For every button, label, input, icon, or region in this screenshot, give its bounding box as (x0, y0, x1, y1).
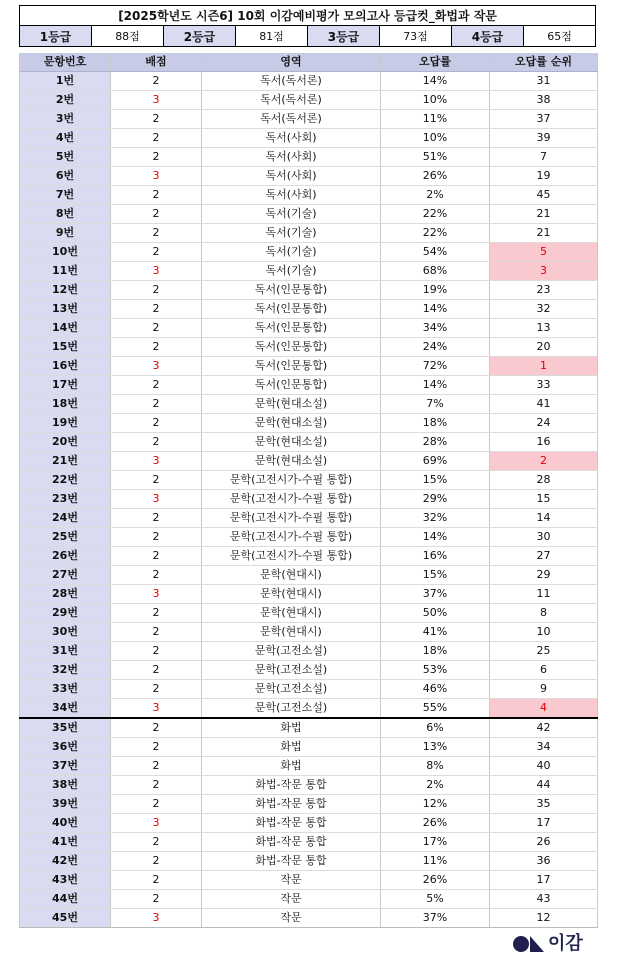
points-cell: 2 (111, 243, 202, 262)
question-number-cell: 35번 (20, 718, 111, 738)
wrong-rank-cell: 11 (490, 585, 598, 604)
wrong-rank-cell: 41 (490, 395, 598, 414)
question-number-cell: 43번 (20, 871, 111, 890)
table-row (20, 262, 598, 281)
table-row (20, 718, 598, 738)
area-cell: 독서(사회) (202, 148, 381, 167)
wrong-rate-cell: 14% (381, 376, 490, 395)
area-cell: 독서(인문통합) (202, 357, 381, 376)
wrong-rank-cell: 40 (490, 757, 598, 776)
area-cell: 화법 (202, 757, 381, 776)
points-cell: 2 (111, 623, 202, 642)
wrong-rate-cell: 51% (381, 148, 490, 167)
column-header-wrong-rate: 오답률 (381, 53, 490, 72)
question-number-cell: 1번 (20, 72, 111, 91)
table-row (20, 680, 598, 699)
wrong-rank-cell: 35 (490, 795, 598, 814)
area-cell: 독서(인문통합) (202, 376, 381, 395)
table-row (20, 300, 598, 319)
wrong-rank-cell: 32 (490, 300, 598, 319)
wrong-rate-cell: 50% (381, 604, 490, 623)
question-number-cell: 10번 (20, 243, 111, 262)
question-number-cell: 34번 (20, 699, 111, 719)
points-cell: 3 (111, 91, 202, 110)
area-cell: 독서(사회) (202, 186, 381, 205)
table-row (20, 604, 598, 623)
area-cell: 독서(기술) (202, 243, 381, 262)
question-number-cell: 30번 (20, 623, 111, 642)
table-row (20, 528, 598, 547)
grade-label-3: 3등급 (308, 26, 380, 47)
question-number-cell: 32번 (20, 661, 111, 680)
wrong-rank-cell: 36 (490, 852, 598, 871)
question-number-cell: 27번 (20, 566, 111, 585)
wrong-rate-cell: 22% (381, 205, 490, 224)
points-cell: 2 (111, 376, 202, 395)
column-header-question: 문항번호 (20, 53, 111, 72)
question-number-cell: 45번 (20, 909, 111, 928)
area-cell: 화법-작문 통합 (202, 795, 381, 814)
area-cell: 문학(현대시) (202, 585, 381, 604)
points-cell: 2 (111, 642, 202, 661)
wrong-rate-cell: 37% (381, 909, 490, 928)
wrong-rank-cell: 39 (490, 129, 598, 148)
table-row (20, 547, 598, 566)
points-cell: 2 (111, 795, 202, 814)
wrong-rank-cell: 12 (490, 909, 598, 928)
table-row (20, 72, 598, 91)
wrong-rank-cell: 21 (490, 205, 598, 224)
question-number-cell: 40번 (20, 814, 111, 833)
area-cell: 작문 (202, 871, 381, 890)
points-cell: 2 (111, 129, 202, 148)
wrong-rank-cell: 43 (490, 890, 598, 909)
table-row (20, 129, 598, 148)
grade-value-1: 88점 (92, 26, 164, 47)
table-row (20, 205, 598, 224)
wrong-rank-cell: 38 (490, 91, 598, 110)
wrong-rate-cell: 10% (381, 129, 490, 148)
table-row (20, 699, 598, 719)
table-row (20, 414, 598, 433)
wrong-rank-cell: 23 (490, 281, 598, 300)
question-number-cell: 38번 (20, 776, 111, 795)
table-row (20, 281, 598, 300)
area-cell: 독서(독서론) (202, 110, 381, 129)
wrong-rate-cell: 28% (381, 433, 490, 452)
wrong-rate-cell: 22% (381, 224, 490, 243)
wrong-rate-cell: 14% (381, 72, 490, 91)
question-number-cell: 42번 (20, 852, 111, 871)
logo-circle-icon (513, 936, 529, 952)
wrong-rate-cell: 11% (381, 852, 490, 871)
wrong-rank-cell: 29 (490, 566, 598, 585)
points-cell: 2 (111, 281, 202, 300)
table-row (20, 909, 598, 928)
grade-cut-row (20, 26, 596, 47)
area-cell: 독서(기술) (202, 205, 381, 224)
wrong-rate-cell: 53% (381, 661, 490, 680)
logo-text: 이감 (548, 933, 583, 954)
area-cell: 독서(사회) (202, 167, 381, 186)
area-cell: 독서(독서론) (202, 91, 381, 110)
area-cell: 작문 (202, 909, 381, 928)
question-number-cell: 33번 (20, 680, 111, 699)
points-cell: 2 (111, 433, 202, 452)
column-header-area: 영역 (202, 53, 381, 72)
question-number-cell: 22번 (20, 471, 111, 490)
area-cell: 문학(현대소설) (202, 433, 381, 452)
question-number-cell: 4번 (20, 129, 111, 148)
wrong-rank-cell: 15 (490, 490, 598, 509)
area-cell: 화법 (202, 718, 381, 738)
question-number-cell: 19번 (20, 414, 111, 433)
grade-cut-header (19, 5, 596, 47)
table-row (20, 509, 598, 528)
wrong-rank-cell: 21 (490, 224, 598, 243)
points-cell: 2 (111, 738, 202, 757)
area-cell: 문학(현대소설) (202, 452, 381, 471)
wrong-rank-cell: 5 (490, 243, 598, 262)
table-row (20, 776, 598, 795)
area-cell: 문학(고전시가-수필 통합) (202, 528, 381, 547)
wrong-rank-cell: 25 (490, 642, 598, 661)
wrong-rank-cell: 4 (490, 699, 598, 719)
wrong-rank-cell: 14 (490, 509, 598, 528)
wrong-rate-cell: 5% (381, 890, 490, 909)
column-header-points: 배점 (111, 53, 202, 72)
wrong-rank-cell: 28 (490, 471, 598, 490)
points-cell: 3 (111, 814, 202, 833)
question-number-cell: 24번 (20, 509, 111, 528)
wrong-rate-cell: 26% (381, 871, 490, 890)
points-cell: 2 (111, 414, 202, 433)
points-cell: 3 (111, 167, 202, 186)
wrong-rank-cell: 44 (490, 776, 598, 795)
grade-label-4: 4등급 (452, 26, 524, 47)
wrong-rank-cell: 34 (490, 738, 598, 757)
wrong-rank-cell: 42 (490, 718, 598, 738)
wrong-rank-cell: 2 (490, 452, 598, 471)
wrong-rank-cell: 13 (490, 319, 598, 338)
points-cell: 2 (111, 871, 202, 890)
points-cell: 2 (111, 110, 202, 129)
wrong-rate-cell: 14% (381, 528, 490, 547)
wrong-rank-cell: 6 (490, 661, 598, 680)
wrong-rank-cell: 19 (490, 167, 598, 186)
wrong-rank-cell: 30 (490, 528, 598, 547)
table-row (20, 376, 598, 395)
points-cell: 2 (111, 509, 202, 528)
wrong-rate-cell: 32% (381, 509, 490, 528)
wrong-rate-cell: 14% (381, 300, 490, 319)
points-cell: 2 (111, 186, 202, 205)
wrong-rate-cell: 10% (381, 91, 490, 110)
table-row (20, 395, 598, 414)
table-row (20, 319, 598, 338)
table-row (20, 871, 598, 890)
column-header-wrong-rank: 오답률 순위 (490, 53, 598, 72)
wrong-rate-cell: 15% (381, 471, 490, 490)
wrong-rank-cell: 27 (490, 547, 598, 566)
wrong-rank-cell: 17 (490, 871, 598, 890)
points-cell: 2 (111, 680, 202, 699)
wrong-rank-cell: 16 (490, 433, 598, 452)
area-cell: 독서(사회) (202, 129, 381, 148)
wrong-rate-cell: 6% (381, 718, 490, 738)
question-number-cell: 11번 (20, 262, 111, 281)
points-cell: 3 (111, 585, 202, 604)
points-cell: 3 (111, 452, 202, 471)
area-cell: 문학(고전시가-수필 통합) (202, 471, 381, 490)
brand-logo (513, 932, 593, 956)
area-cell: 독서(인문통합) (202, 281, 381, 300)
points-cell: 3 (111, 490, 202, 509)
wrong-rank-cell: 26 (490, 833, 598, 852)
area-cell: 문학(고전시가-수필 통합) (202, 509, 381, 528)
page-title: [2025학년도 시즌6] 10회 이감예비평가 모의고사 등급컷_화법과 작문 (20, 6, 596, 26)
wrong-rank-cell: 17 (490, 814, 598, 833)
table-row (20, 757, 598, 776)
question-number-cell: 8번 (20, 205, 111, 224)
question-number-cell: 7번 (20, 186, 111, 205)
question-number-cell: 16번 (20, 357, 111, 376)
wrong-rate-cell: 18% (381, 642, 490, 661)
points-cell: 2 (111, 148, 202, 167)
wrong-rank-cell: 33 (490, 376, 598, 395)
wrong-rate-cell: 24% (381, 338, 490, 357)
wrong-rate-cell: 26% (381, 167, 490, 186)
wrong-rate-cell: 15% (381, 566, 490, 585)
area-cell: 화법-작문 통합 (202, 852, 381, 871)
table-row (20, 148, 598, 167)
area-cell: 독서(독서론) (202, 72, 381, 91)
wrong-rate-cell: 17% (381, 833, 490, 852)
question-number-cell: 41번 (20, 833, 111, 852)
question-number-cell: 44번 (20, 890, 111, 909)
area-cell: 화법-작문 통합 (202, 833, 381, 852)
wrong-rank-cell: 8 (490, 604, 598, 623)
table-header-row (20, 53, 598, 72)
area-cell: 문학(고전소설) (202, 680, 381, 699)
wrong-rank-cell: 45 (490, 186, 598, 205)
grade-value-2: 81점 (236, 26, 308, 47)
wrong-rate-cell: 13% (381, 738, 490, 757)
wrong-rate-cell: 2% (381, 186, 490, 205)
question-number-cell: 20번 (20, 433, 111, 452)
area-cell: 문학(고전소설) (202, 699, 381, 719)
question-number-cell: 2번 (20, 91, 111, 110)
question-number-cell: 36번 (20, 738, 111, 757)
grade-label-1: 1등급 (20, 26, 92, 47)
points-cell: 2 (111, 718, 202, 738)
table-row (20, 833, 598, 852)
wrong-rate-cell: 54% (381, 243, 490, 262)
table-row (20, 623, 598, 642)
points-cell: 2 (111, 205, 202, 224)
table-row (20, 490, 598, 509)
question-number-cell: 25번 (20, 528, 111, 547)
wrong-rate-cell: 8% (381, 757, 490, 776)
wrong-rank-cell: 9 (490, 680, 598, 699)
wrong-rate-cell: 18% (381, 414, 490, 433)
question-number-cell: 23번 (20, 490, 111, 509)
points-cell: 2 (111, 224, 202, 243)
area-cell: 문학(현대시) (202, 604, 381, 623)
table-row (20, 852, 598, 871)
table-row (20, 566, 598, 585)
table-row (20, 661, 598, 680)
table-row (20, 642, 598, 661)
area-cell: 독서(기술) (202, 262, 381, 281)
logo-triangle-icon (530, 936, 544, 952)
question-number-cell: 13번 (20, 300, 111, 319)
wrong-rate-cell: 16% (381, 547, 490, 566)
question-number-cell: 18번 (20, 395, 111, 414)
table-row (20, 338, 598, 357)
table-row (20, 452, 598, 471)
points-cell: 2 (111, 319, 202, 338)
area-cell: 문학(고전소설) (202, 661, 381, 680)
points-cell: 2 (111, 471, 202, 490)
table-row (20, 91, 598, 110)
wrong-rate-cell: 41% (381, 623, 490, 642)
wrong-rate-cell: 55% (381, 699, 490, 719)
wrong-rate-cell: 72% (381, 357, 490, 376)
question-number-cell: 37번 (20, 757, 111, 776)
table-row (20, 890, 598, 909)
area-cell: 독서(기술) (202, 224, 381, 243)
points-cell: 2 (111, 528, 202, 547)
points-cell: 2 (111, 566, 202, 585)
area-cell: 문학(고전소설) (202, 642, 381, 661)
table-row (20, 814, 598, 833)
question-number-cell: 26번 (20, 547, 111, 566)
question-number-cell: 15번 (20, 338, 111, 357)
area-cell: 문학(현대시) (202, 566, 381, 585)
points-cell: 2 (111, 852, 202, 871)
wrong-rate-cell: 11% (381, 110, 490, 129)
area-cell: 작문 (202, 890, 381, 909)
question-number-cell: 12번 (20, 281, 111, 300)
question-number-cell: 9번 (20, 224, 111, 243)
wrong-rank-cell: 10 (490, 623, 598, 642)
area-cell: 독서(인문통합) (202, 300, 381, 319)
wrong-rank-cell: 3 (490, 262, 598, 281)
area-cell: 문학(현대시) (202, 623, 381, 642)
area-cell: 독서(인문통합) (202, 319, 381, 338)
area-cell: 화법-작문 통합 (202, 776, 381, 795)
area-cell: 문학(고전시가-수필 통합) (202, 547, 381, 566)
table-row (20, 186, 598, 205)
table-row (20, 110, 598, 129)
wrong-rate-cell: 12% (381, 795, 490, 814)
points-cell: 3 (111, 357, 202, 376)
wrong-rank-cell: 37 (490, 110, 598, 129)
wrong-rate-cell: 46% (381, 680, 490, 699)
table-row (20, 795, 598, 814)
wrong-rate-cell: 7% (381, 395, 490, 414)
points-cell: 2 (111, 395, 202, 414)
wrong-rate-cell: 29% (381, 490, 490, 509)
wrong-rate-cell: 34% (381, 319, 490, 338)
question-number-cell: 39번 (20, 795, 111, 814)
wrong-rank-cell: 31 (490, 72, 598, 91)
table-row (20, 738, 598, 757)
wrong-rate-cell: 69% (381, 452, 490, 471)
table-row (20, 243, 598, 262)
table-row (20, 224, 598, 243)
table-row (20, 433, 598, 452)
question-number-cell: 14번 (20, 319, 111, 338)
points-cell: 2 (111, 776, 202, 795)
wrong-rate-cell: 2% (381, 776, 490, 795)
question-number-cell: 5번 (20, 148, 111, 167)
grade-value-3: 73점 (380, 26, 452, 47)
area-cell: 화법-작문 통합 (202, 814, 381, 833)
wrong-rank-cell: 24 (490, 414, 598, 433)
area-cell: 문학(고전시가-수필 통합) (202, 490, 381, 509)
question-number-cell: 21번 (20, 452, 111, 471)
wrong-rank-cell: 20 (490, 338, 598, 357)
points-cell: 3 (111, 909, 202, 928)
points-cell: 2 (111, 300, 202, 319)
question-number-cell: 17번 (20, 376, 111, 395)
question-number-cell: 31번 (20, 642, 111, 661)
area-cell: 문학(현대소설) (202, 395, 381, 414)
table-row (20, 167, 598, 186)
points-cell: 2 (111, 890, 202, 909)
area-cell: 화법 (202, 738, 381, 757)
question-stats-table (19, 53, 598, 928)
table-row (20, 585, 598, 604)
table-row (20, 471, 598, 490)
points-cell: 2 (111, 757, 202, 776)
question-number-cell: 3번 (20, 110, 111, 129)
grade-value-4: 65점 (524, 26, 596, 47)
table-row (20, 357, 598, 376)
question-number-cell: 6번 (20, 167, 111, 186)
wrong-rate-cell: 19% (381, 281, 490, 300)
area-cell: 문학(현대소설) (202, 414, 381, 433)
wrong-rate-cell: 26% (381, 814, 490, 833)
area-cell: 독서(인문통합) (202, 338, 381, 357)
points-cell: 2 (111, 72, 202, 91)
points-cell: 3 (111, 699, 202, 719)
points-cell: 2 (111, 661, 202, 680)
points-cell: 2 (111, 604, 202, 623)
wrong-rank-cell: 1 (490, 357, 598, 376)
grade-label-2: 2등급 (164, 26, 236, 47)
points-cell: 2 (111, 547, 202, 566)
wrong-rank-cell: 7 (490, 148, 598, 167)
wrong-rate-cell: 68% (381, 262, 490, 281)
points-cell: 2 (111, 338, 202, 357)
question-number-cell: 29번 (20, 604, 111, 623)
question-number-cell: 28번 (20, 585, 111, 604)
wrong-rate-cell: 37% (381, 585, 490, 604)
points-cell: 2 (111, 833, 202, 852)
points-cell: 3 (111, 262, 202, 281)
